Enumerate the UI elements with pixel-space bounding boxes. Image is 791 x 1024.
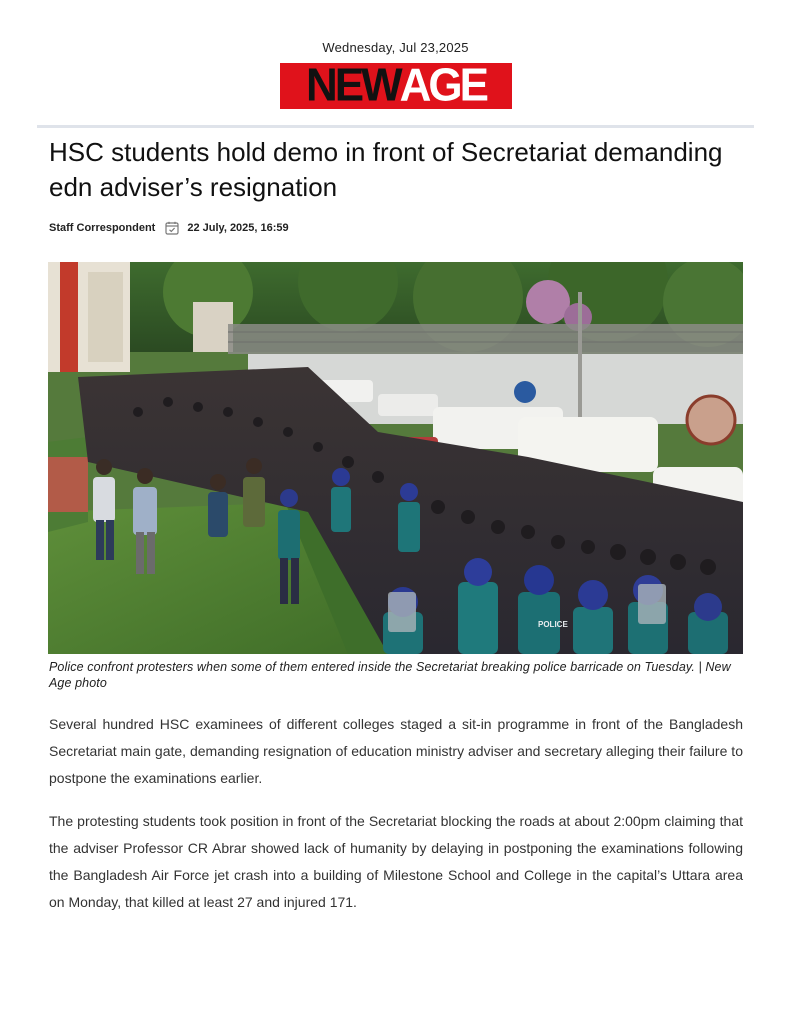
edition-date: Wednesday, Jul 23,2025 bbox=[322, 40, 469, 55]
photo-caption: Police confront protesters when some of them entered inside the Secretariat breaking police barricade on Tuesday. | New Age photo bbox=[49, 660, 731, 690]
article-paragraph-1: Several hundred HSC examinees of different colleges staged a sit-in programme in front of the Bangladesh Secretariat main gate, demanding resignation of education ministry adviser and secretary alleging their failure to postpone the examinations earlier. bbox=[49, 716, 743, 786]
article-paragraph-2: The protesting students took position in front of the Secretariat blocking the roads at about 2:00pm claiming that the adviser Professor CR Abrar showed lack of humanity by delaying in postponing the examinations following the Bangladesh Air Force jet crash into a building of Milestone School and College in the capital’s Uttara area on Monday, that killed at least 27 and injured 171. bbox=[49, 813, 743, 910]
article-headline: HSC students hold demo in front of Secretariat demanding edn adviser’s resignation bbox=[49, 137, 723, 202]
publish-datetime: 22 July, 2025, 16:59 bbox=[187, 222, 289, 234]
header-divider bbox=[37, 125, 754, 128]
logo-text-new: NEW bbox=[305, 63, 400, 109]
article-byline bbox=[49, 220, 289, 236]
police-vest-text: POLICE bbox=[538, 620, 568, 629]
author-name[interactable]: Staff Correspondent bbox=[49, 222, 156, 234]
newage-logo[interactable] bbox=[280, 63, 512, 109]
logo-text-age: AGE bbox=[399, 63, 486, 109]
calendar-icon bbox=[165, 221, 179, 235]
protest-crowd-photo bbox=[48, 262, 743, 654]
